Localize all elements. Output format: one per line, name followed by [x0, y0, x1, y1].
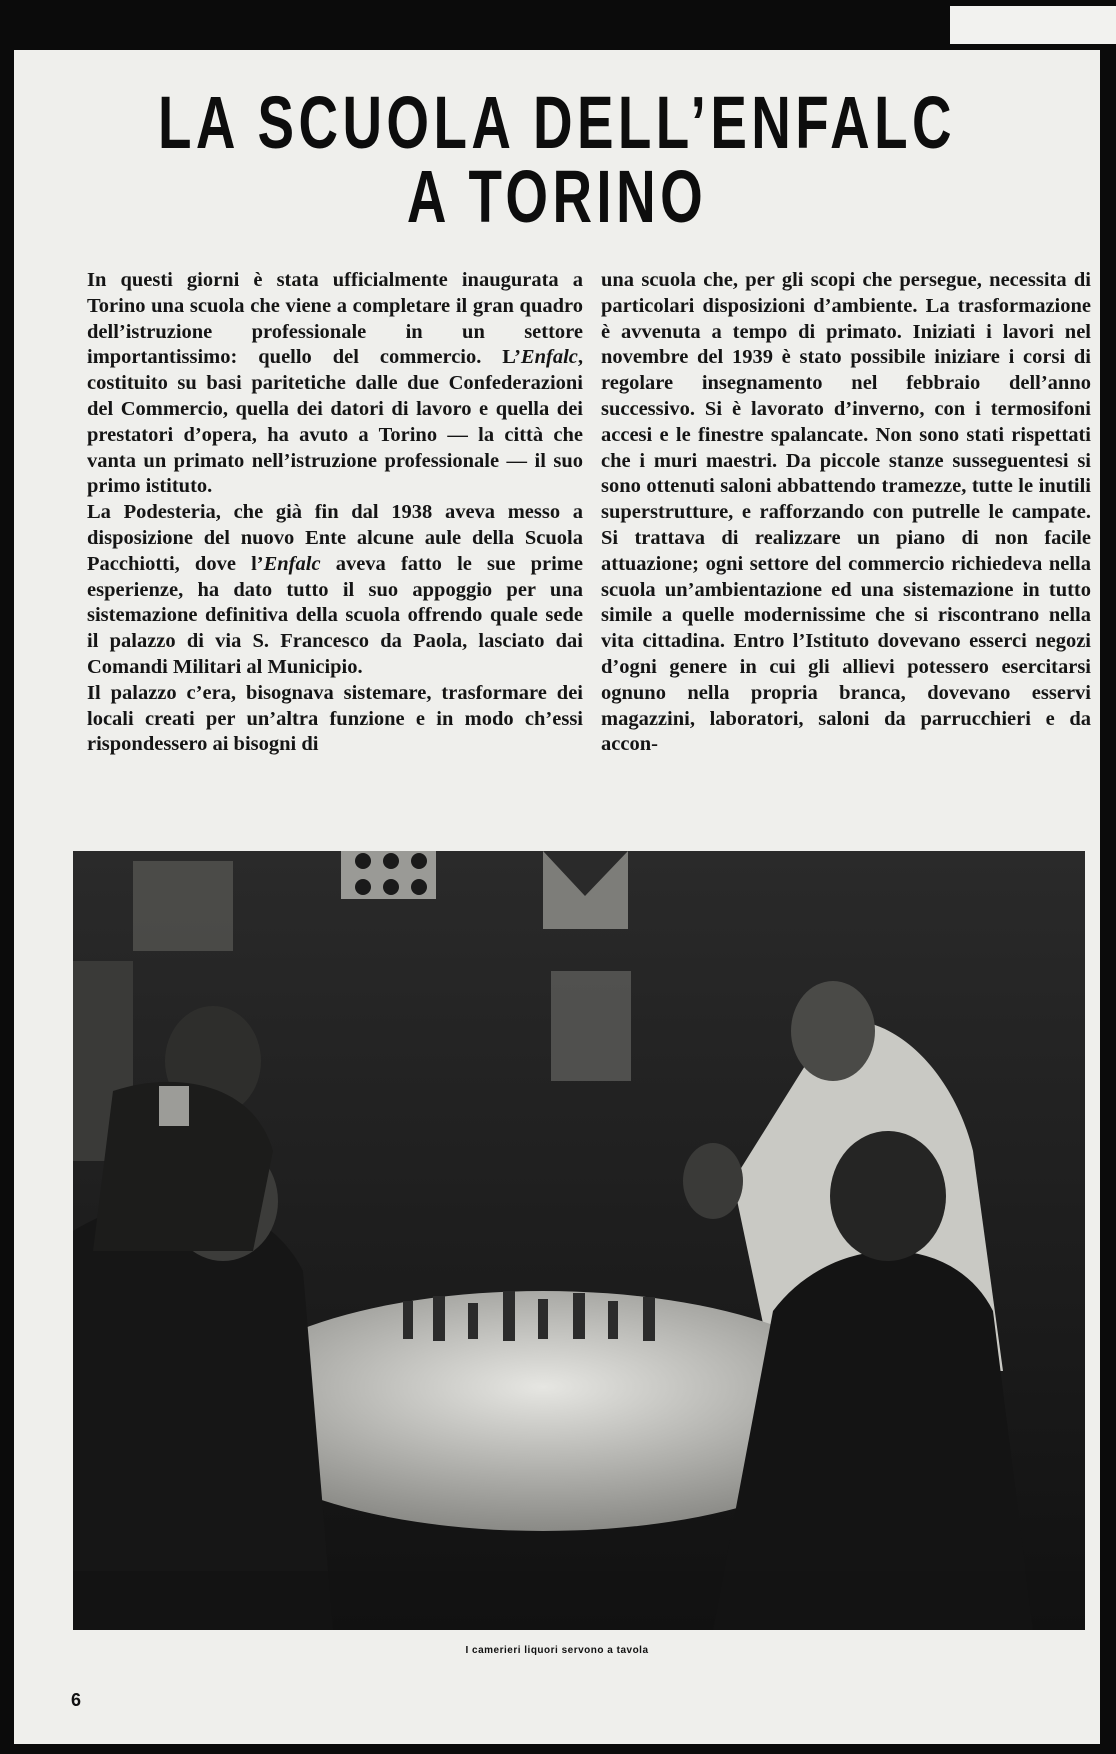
corner-paper-tab [950, 6, 1116, 44]
article-photo [73, 851, 1085, 1630]
magazine-page [14, 50, 1100, 1744]
right-text-column [601, 268, 1091, 758]
enfalc-emphasis: Enfalc [520, 346, 578, 369]
seated-figure-left [73, 1200, 333, 1630]
enfalc-emphasis: Enfalc [263, 552, 321, 575]
left-text-column [87, 268, 583, 758]
photo-caption: I camerieri liquori servono a tavola [465, 1645, 649, 1656]
paragraph-1: In questi giorni è stata ufficialmente inaugurata a Torino una scuola che viene a completare il gran quadro dell’istruzione professionale in un settore importantissimo: quello del commercio. L’Enfalc, costituito su basi paritetiche dalle due Confederazioni del Commercio, quella dei datori di lavoro e quella dei prestatori d’opera, ha avuto a Torino — la città che vanta un primato nell’istruzione professionale — il suo primo istituto. [87, 269, 583, 498]
photo-illustration [73, 851, 1085, 1630]
paragraph-3: Il palazzo c’era, bisognava sistemare, trasformare dei locali creati per un’altra funzione e in modo ch’essi rispondessero ai bisogni di [87, 681, 583, 756]
article-title: LA SCUOLA DELL’ENFALC A TORINO [157, 81, 956, 238]
paragraph-4: una scuola che, per gli scopi che persegue, necessita di particolari disposizioni d’ambiente. La trasformazione è avvenuta a tempo di primato. Iniziati i lavori nel novembre del 1939 è stato possibile iniziare i corsi di regolare insegnamento nel febbraio dell’anno successivo. Si è lavorato d’inverno, con i termosifoni accesi e le finestre spalancate. Non sono stati rispettati che i muri maestri. Da piccole stanze susseguentesi si sono ottenuti saloni abbattendo tramezze, tutte le inutili superstrutture, e rafforzando con putrelle le campate. Si trattava di realizzare un piano di non facile attuazione; ogni settore del commercio richiedeva nella scuola un’ambientazione ed una sistemazione in tutto simile a quelle modernissime che si riscontrano nella vita cittadina. Entro l’Istituto dovevano esserci negozi d’ogni genere in cui gli allievi potessero esercitarsi ognuno nella propria branca, dovevano esservi magazzini, laboratori, saloni da parrucchieri e da accon- [601, 269, 1091, 756]
paragraph-2: La Podesteria, che già fin dal 1938 aveva messo a disposizione del nuovo Ente alcune aule della Scuola Pacchiotti, dove l’Enfalc aveva fatto le sue prime esperienze, ha dato tutto il suo appoggio per una sistemazione definitiva della scuola offrendo quale sede il palazzo di via S. Francesco da Paola, lasciato dai Comandi Militari al Municipio. [87, 501, 583, 678]
page-number: 6 [71, 1690, 82, 1710]
